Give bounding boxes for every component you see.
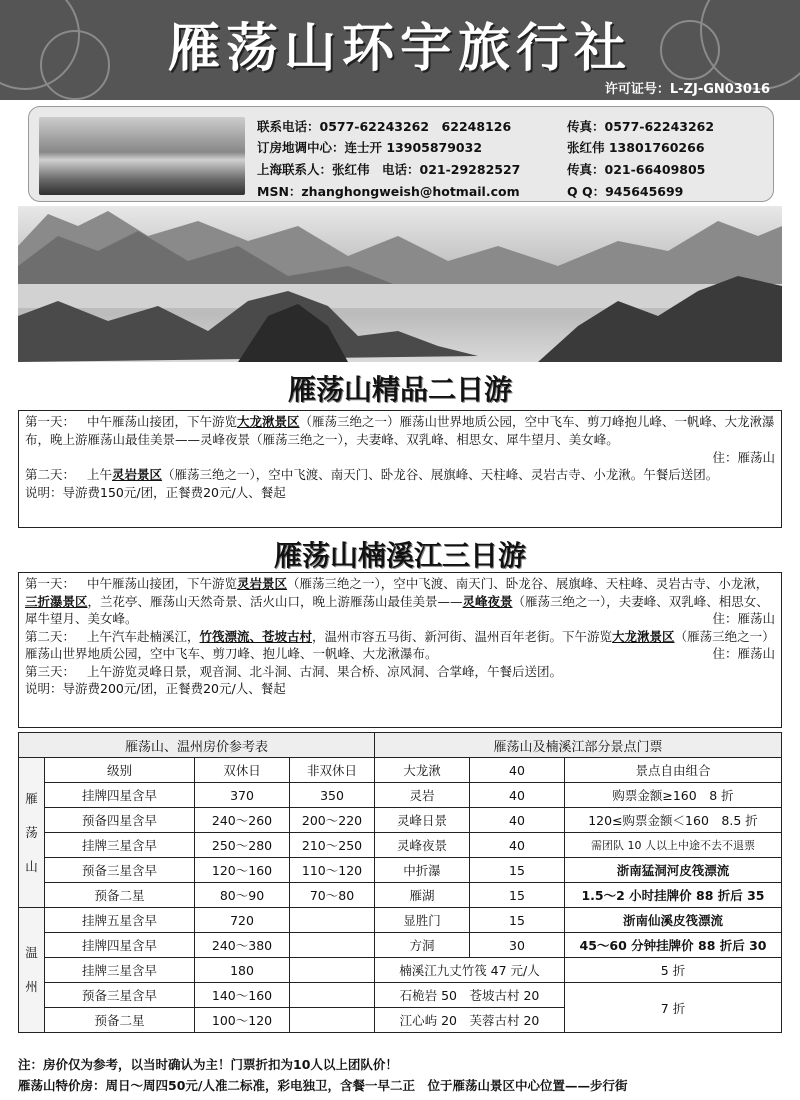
hotel-weekday-price: 250～280 — [195, 833, 290, 858]
stay-text: 住：雁荡山 — [712, 611, 775, 626]
day-text: 上午游览灵峰日景，观音洞、北斗洞、古洞、果合桥、凉风洞、合掌峰，午餐后送团。 — [87, 663, 563, 679]
ticket-name: 灵峰夜景 — [375, 833, 470, 858]
hotel-level: 预备二星 — [45, 1008, 195, 1033]
hotel-weekend-price — [290, 933, 375, 958]
hotel-level: 挂牌四星含早 — [45, 933, 195, 958]
hotel-level: 预备三星含早 — [45, 983, 195, 1008]
lake-photo — [39, 117, 245, 195]
day-label: 第二天： — [25, 467, 76, 482]
day-text: ，温州市容五马街、新河街、温州百年老街。下午游览 — [312, 628, 613, 644]
hotel-weekend-price: 110～120 — [290, 858, 375, 883]
contact-fax: 传真：0577-62243262 — [567, 119, 715, 134]
ticket-info: 景点自由组合 — [565, 758, 782, 783]
ticket-name: 显胜门 — [375, 908, 470, 933]
ticket-name: 中折瀑 — [375, 858, 470, 883]
scenic-link: 竹筏漂流、苍坡古村 — [199, 628, 313, 644]
tour2-itinerary — [18, 572, 782, 728]
tour2-day2 — [25, 628, 775, 663]
scenic-link: 大龙湫景区 — [612, 628, 675, 644]
hotel-weekend-price: 210～250 — [290, 833, 375, 858]
tour2-day3 — [25, 663, 775, 681]
hotel-weekday-price: 720 — [195, 908, 290, 933]
hotel-weekend-price — [290, 983, 375, 1008]
ticket-price: 40 — [470, 808, 565, 833]
tour2-title: 雁荡山楠溪江三日游 — [273, 539, 526, 572]
combo-ticket: 江心屿 20 芙蓉古村 20 — [375, 1008, 565, 1033]
ticket-name: 灵峰日景 — [375, 808, 470, 833]
hotel-weekend-price — [290, 908, 375, 933]
ticket-info: 45～60 分钟挂牌价 88 折后 30 — [565, 933, 782, 958]
bamboo-discount: 5 折 — [565, 958, 782, 983]
scenic-link: 三折瀑景区 — [25, 593, 88, 609]
scenic-link: 灵岩景区 — [112, 467, 163, 482]
price-table — [18, 732, 782, 1033]
footer-notes — [18, 1054, 788, 1096]
day-text: 上午汽车赴楠溪江， — [87, 628, 200, 644]
hotel-weekday-price: 100～120 — [195, 1008, 290, 1033]
shanghai-contact: 上海联系人：张红伟 电话：021-29282527 — [257, 162, 521, 177]
ticket-price: 15 — [470, 883, 565, 908]
tour1-day2 — [25, 466, 775, 484]
day-label: 第三天： — [25, 663, 76, 679]
col-level: 级别 — [45, 758, 195, 783]
mountain-banner-photo — [18, 206, 782, 362]
col-weekend: 非双休日 — [290, 758, 375, 783]
tour2-day1 — [25, 575, 775, 628]
tour1-day1-stay — [25, 448, 775, 466]
day-label: 第一天： — [25, 576, 76, 591]
hotel-weekend-price: 200～220 — [290, 808, 375, 833]
ticket-info: 浙南仙溪皮筏漂流 — [565, 908, 782, 933]
msn-contact: MSN：zhanghongweish@hotmail.com — [257, 184, 520, 199]
zhang-phone: 张红伟 13801760266 — [567, 140, 705, 155]
hotel-level: 预备二星 — [45, 883, 195, 908]
tour2-note: 说明：导游费200元/团，正餐费20元/人、餐起 — [25, 681, 286, 696]
ticket-price: 40 — [470, 783, 565, 808]
tour1-note: 说明：导游费150元/团，正餐费20元/人、餐起 — [25, 484, 286, 500]
scenic-link: 灵峰夜景 — [462, 593, 513, 609]
ticket-name: 方洞 — [375, 933, 470, 958]
hotel-level: 挂牌三星含早 — [45, 833, 195, 858]
day-text: （雁荡三绝之一），夫妻峰、双乳峰、相思女、犀牛望月、美女峰。 — [25, 593, 769, 626]
hotel-table-title: 雁荡山、温州房价参考表 — [19, 733, 375, 758]
license-number: 许可证号：L-ZJ-GN03016 — [604, 82, 770, 97]
price-note: 注：房价仅为参考，以当时确认为主！门票折扣为10人以上团队价！ — [18, 1057, 398, 1072]
combo-discount: 7 折 — [565, 983, 782, 1033]
hotel-level: 挂牌三星含早 — [45, 958, 195, 983]
city-yandangshan: 雁 荡 山 — [19, 758, 45, 908]
agency-title: 雁荡山环宇旅行社 — [167, 19, 632, 79]
ticket-price: 40 — [470, 833, 565, 858]
day-text: 中午雁荡山接团，下午游览 — [87, 414, 238, 429]
hotel-weekday-price: 240～380 — [195, 933, 290, 958]
day-text: （雁荡三绝之一），空中飞渡、南天门、卧龙谷、展旗峰、天柱峰、灵岩古寺、小龙湫， — [287, 576, 769, 591]
hotel-weekday-price: 370 — [195, 783, 290, 808]
scenic-link: 灵岩景区 — [237, 576, 288, 591]
ticket-name: 灵岩 — [375, 783, 470, 808]
day-text: （雁荡三绝之一）雁荡山世界地质公园，空中飞车、剪刀峰、抱儿峰、一帆峰、大龙湫瀑布。 — [25, 628, 775, 661]
ticket-info: 浙南猛洞河皮筏漂流 — [565, 858, 782, 883]
ticket-price: 40 — [470, 758, 565, 783]
ticket-info: 1.5～2 小时挂牌价 88 折后 35 — [565, 883, 782, 908]
combo-ticket: 石桅岩 50 苍坡古村 20 — [375, 983, 565, 1008]
special-room-note: 雁荡山特价房：周日～周四50元/人准二标准，彩电独卫，含餐一早二正 位于雁荡山景区中心位置——步行街 — [18, 1078, 628, 1093]
day-text: ，兰花亭、雁荡山天然奇景、活火山口，晚上游雁荡山最佳美景—— — [87, 593, 463, 609]
hotel-weekday-price: 120～160 — [195, 858, 290, 883]
hotel-level: 挂牌五星含早 — [45, 908, 195, 933]
stay-text: 住：雁荡山 — [712, 449, 775, 465]
shanghai-fax: 传真：021-66409805 — [567, 162, 706, 177]
city-wenzhou: 温 州 — [19, 908, 45, 1033]
ticket-info: 120≤购票金额＜160 8.5 折 — [565, 808, 782, 833]
day-text: （雁荡三绝之一），空中飞渡、南天门、卧龙谷、展旗峰、天柱峰、灵岩古寺、小龙湫。午餐后送团。 — [162, 467, 719, 482]
qq-contact: Q Q：945645699 — [567, 184, 684, 199]
day-label: 第二天： — [25, 628, 76, 644]
stay-text: 住：雁荡山 — [712, 646, 775, 661]
ticket-price: 15 — [470, 908, 565, 933]
hotel-weekend-price — [290, 1008, 375, 1033]
hotel-weekday-price: 80～90 — [195, 883, 290, 908]
bamboo-raft-price: 楠溪江九丈竹筏 47 元/人 — [375, 958, 565, 983]
hotel-weekday-price: 240～260 — [195, 808, 290, 833]
hotel-weekday-price: 140～160 — [195, 983, 290, 1008]
tour1-day1 — [25, 413, 775, 448]
contact-panel — [28, 106, 774, 202]
booking-center: 订房地调中心：连士开 13905879032 — [257, 140, 483, 155]
tour1-title: 雁荡山精品二日游 — [287, 373, 512, 406]
day-text: 中午雁荡山接团，下午游览 — [87, 576, 238, 591]
hotel-level: 预备三星含早 — [45, 858, 195, 883]
header-banner — [0, 0, 800, 100]
scenic-link: 大龙湫景区 — [237, 414, 300, 429]
hotel-weekend-price: 350 — [290, 783, 375, 808]
ticket-name: 大龙湫 — [375, 758, 470, 783]
tour1-itinerary — [18, 410, 782, 528]
day-label: 第一天： — [25, 414, 76, 429]
ticket-price: 15 — [470, 858, 565, 883]
day-text: 上午 — [87, 467, 113, 482]
day-text: （雁荡三绝之一）雁荡山世界地质公园，空中飞车、剪刀峰抱儿峰、一帆峰、大龙湫瀑布，晚上游雁荡山最佳美景——灵峰夜景（雁荡三绝之一），夫妻峰、双乳峰、相思女、犀牛望月、美女峰。 — [25, 414, 775, 447]
ticket-name: 雁湖 — [375, 883, 470, 908]
hotel-weekend-price — [290, 958, 375, 983]
ticket-table-title: 雁荡山及楠溪江部分景点门票 — [375, 733, 782, 758]
hotel-level: 挂牌四星含早 — [45, 783, 195, 808]
ticket-info: 购票金额≥160 8 折 — [565, 783, 782, 808]
hotel-weekend-price: 70～80 — [290, 883, 375, 908]
ticket-price: 30 — [470, 933, 565, 958]
col-weekday: 双休日 — [195, 758, 290, 783]
contact-phone: 联系电话：0577-62243262 62248126 — [257, 119, 512, 134]
hotel-level: 预备四星含早 — [45, 808, 195, 833]
ticket-info: 需团队 10 人以上中途不去不退票 — [565, 833, 782, 858]
hotel-weekday-price: 180 — [195, 958, 290, 983]
